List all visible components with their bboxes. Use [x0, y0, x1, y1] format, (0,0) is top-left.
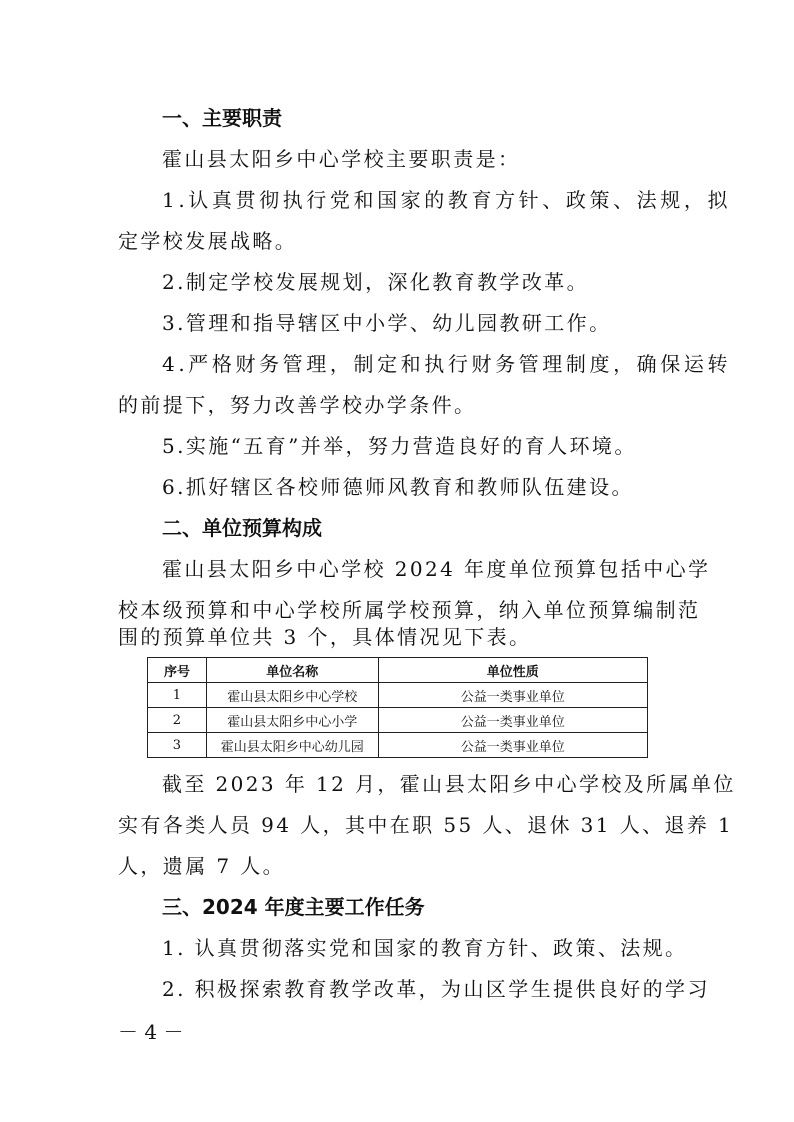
budget-unit-table [147, 657, 648, 758]
table-cell-index: 3 [148, 733, 207, 758]
paragraph-line: 3.管理和指导辖区中小学、幼儿园教研工作。 [162, 311, 612, 335]
paragraph-line: 2.制定学校发展规划，深化教育教学改革。 [162, 270, 590, 294]
paragraph-line: 校本级预算和中心学校所属学校预算，纳入单位预算编制范 [118, 598, 701, 622]
paragraph-line: 霍山县太阳乡中心学校 2024 年度单位预算包括中心学 [162, 557, 711, 581]
paragraph-line: 1. 认真贯彻落实党和国家的教育方针、政策、法规。 [162, 936, 688, 960]
table-cell-unit-type: 公益一类事业单位 [378, 683, 647, 708]
paragraph-line: 定学校发展战略。 [118, 229, 298, 253]
table-cell-unit-name: 霍山县太阳乡中心小学 [206, 708, 378, 733]
paragraph-line: 实有各类人员 94 人，其中在职 55 人、退休 31 人、退养 1 [118, 813, 734, 837]
page-number: － 4 － [118, 1020, 184, 1044]
table-cell-index: 2 [148, 708, 207, 733]
column-header-unit-type: 单位性质 [378, 658, 647, 683]
paragraph-line: 2. 积极探索教育教学改革，为山区学生提供良好的学习 [162, 977, 710, 1001]
section-heading-duties: 一、主要职责 [162, 106, 282, 130]
table-cell-index: 1 [148, 683, 207, 708]
paragraph-line: 截至 2023 年 12 月，霍山县太阳乡中心学校及所属单位 [162, 772, 736, 796]
section-heading-main-tasks: 三、2024 年度主要工作任务 [162, 895, 425, 919]
section-heading-budget-composition: 二、单位预算构成 [162, 516, 322, 540]
paragraph-line: 4.严格财务管理，制定和执行财务管理制度，确保运转 [162, 352, 732, 376]
table-row [148, 708, 648, 733]
column-header-index: 序号 [148, 658, 207, 683]
paragraph-line: 霍山县太阳乡中心学校主要职责是： [162, 147, 521, 171]
table-cell-unit-name: 霍山县太阳乡中心学校 [206, 683, 378, 708]
paragraph-line: 5.实施“五育”并举，努力营造良好的育人环境。 [162, 434, 637, 458]
column-header-unit-name: 单位名称 [206, 658, 378, 683]
table-row [148, 733, 648, 758]
paragraph-line: 6.抓好辖区各校师德师风教育和教师队伍建设。 [162, 475, 634, 499]
table-cell-unit-type: 公益一类事业单位 [378, 708, 647, 733]
paragraph-line: 人，遗属 7 人。 [118, 854, 286, 878]
paragraph-line: 围的预算单位共 3 个，具体情况见下表。 [118, 625, 532, 649]
table-cell-unit-type: 公益一类事业单位 [378, 733, 647, 758]
table-header-row [148, 658, 648, 683]
paragraph-line: 1.认真贯彻执行党和国家的教育方针、政策、法规，拟 [162, 188, 732, 212]
table-cell-unit-name: 霍山县太阳乡中心幼儿园 [206, 733, 378, 758]
table-row [148, 683, 648, 708]
paragraph-line: 的前提下，努力改善学校办学条件。 [118, 393, 477, 417]
